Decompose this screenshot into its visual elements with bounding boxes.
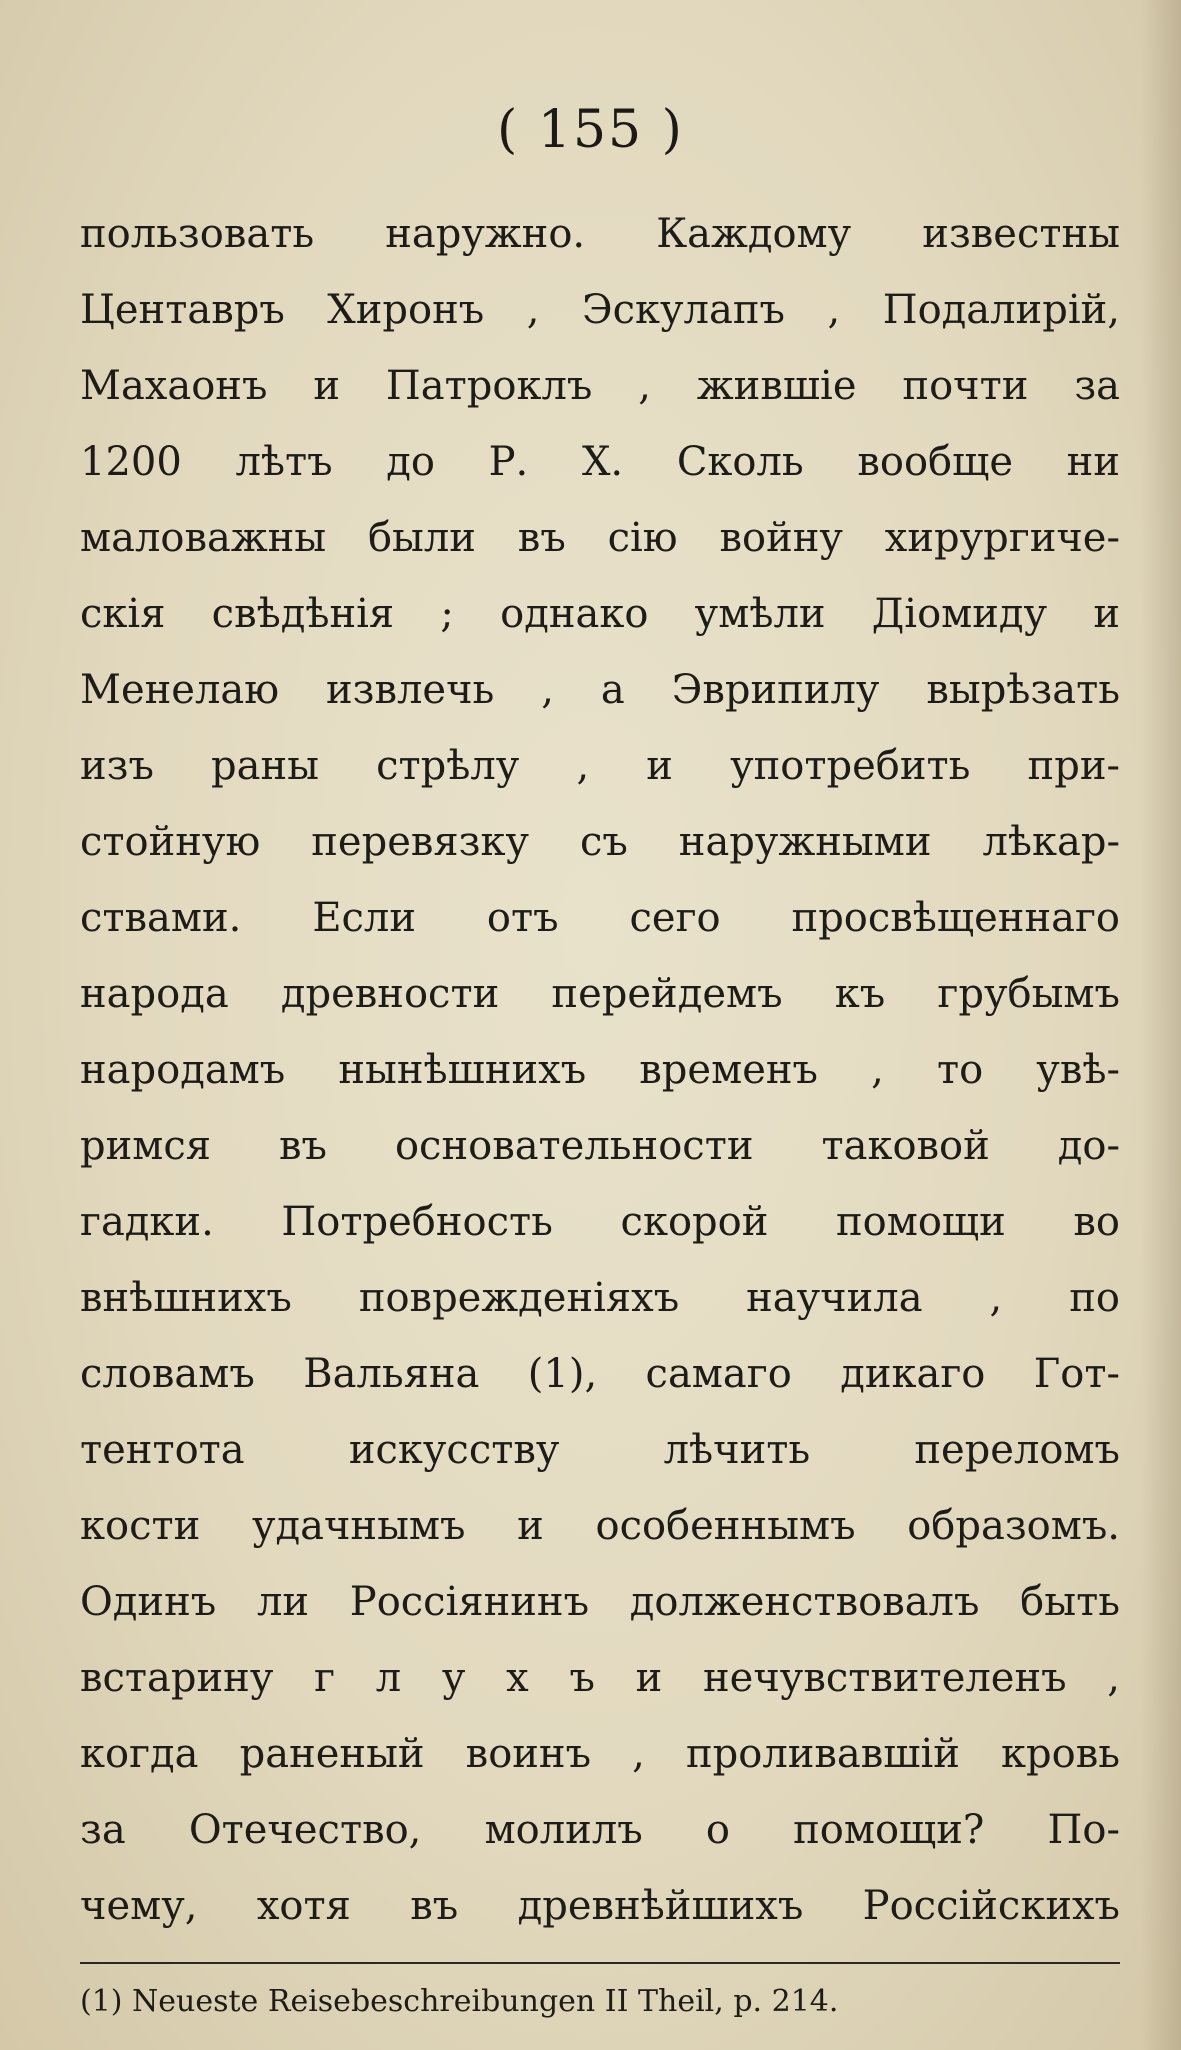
text-line: чему, хотя въ древнѣйшихъ Россійскихъ <box>80 1883 1120 1929</box>
text-line: ствами. Если отъ сего просвѣщеннаго <box>80 895 1120 941</box>
text-line: изъ раны стрѣлу , и употребить при- <box>80 743 1120 789</box>
body-text <box>80 196 1120 1944</box>
text-line: словамъ Вальяна (1), самаго дикаго Гот- <box>80 1351 1120 1397</box>
footnote: (1) Neueste Reisebeschreibungen II Theil, p. 214. <box>80 1984 839 2019</box>
text-line: римся въ основательности таковой до- <box>80 1123 1120 1169</box>
text-line: тентота искусству лѣчить переломъ <box>80 1427 1120 1473</box>
text-line: Менелаю извлечь , а Эврипилу вырѣзать <box>80 667 1120 713</box>
text-line: Центавръ Хиронъ , Эскулапъ , Подалирій, <box>80 287 1120 333</box>
text-line: маловажны были въ сію войну хирургиче- <box>80 515 1120 561</box>
page-number: ( 155 ) <box>497 100 684 160</box>
text-line: когда раненый воинъ , проливавшій кровь <box>80 1731 1120 1777</box>
text-line: народа древности перейдемъ къ грубымъ <box>80 971 1120 1017</box>
text-line: Махаонъ и Патроклъ , жившіе почти за <box>80 363 1120 409</box>
text-line: за Отечество, молилъ о помощи? По- <box>80 1807 1120 1853</box>
text-line: пользовать наружно. Каждому известны <box>80 211 1120 257</box>
text-line: внѣшнихъ поврежденіяхъ научила , по <box>80 1275 1120 1321</box>
text-line: гадки. Потребность скорой помощи во <box>80 1199 1120 1245</box>
text-line: народамъ нынѣшнихъ временъ , то увѣ- <box>80 1047 1120 1093</box>
text-line: 1200 лѣтъ до Р. Х. Сколь вообще ни <box>80 439 1120 485</box>
text-line: встарину г л у х ъ и нечувствителенъ , <box>80 1655 1120 1701</box>
footnote-rule <box>80 1962 1120 1964</box>
text-line: скія свѣдѣнія ; однако умѣли Діомиду и <box>80 591 1120 637</box>
text-line: Одинъ ли Россіянинъ долженствовалъ быть <box>80 1579 1120 1625</box>
text-line: кости удачнымъ и особеннымъ образомъ. <box>80 1503 1120 1549</box>
text-line: стойную перевязку съ наружными лѣкар- <box>80 819 1120 865</box>
